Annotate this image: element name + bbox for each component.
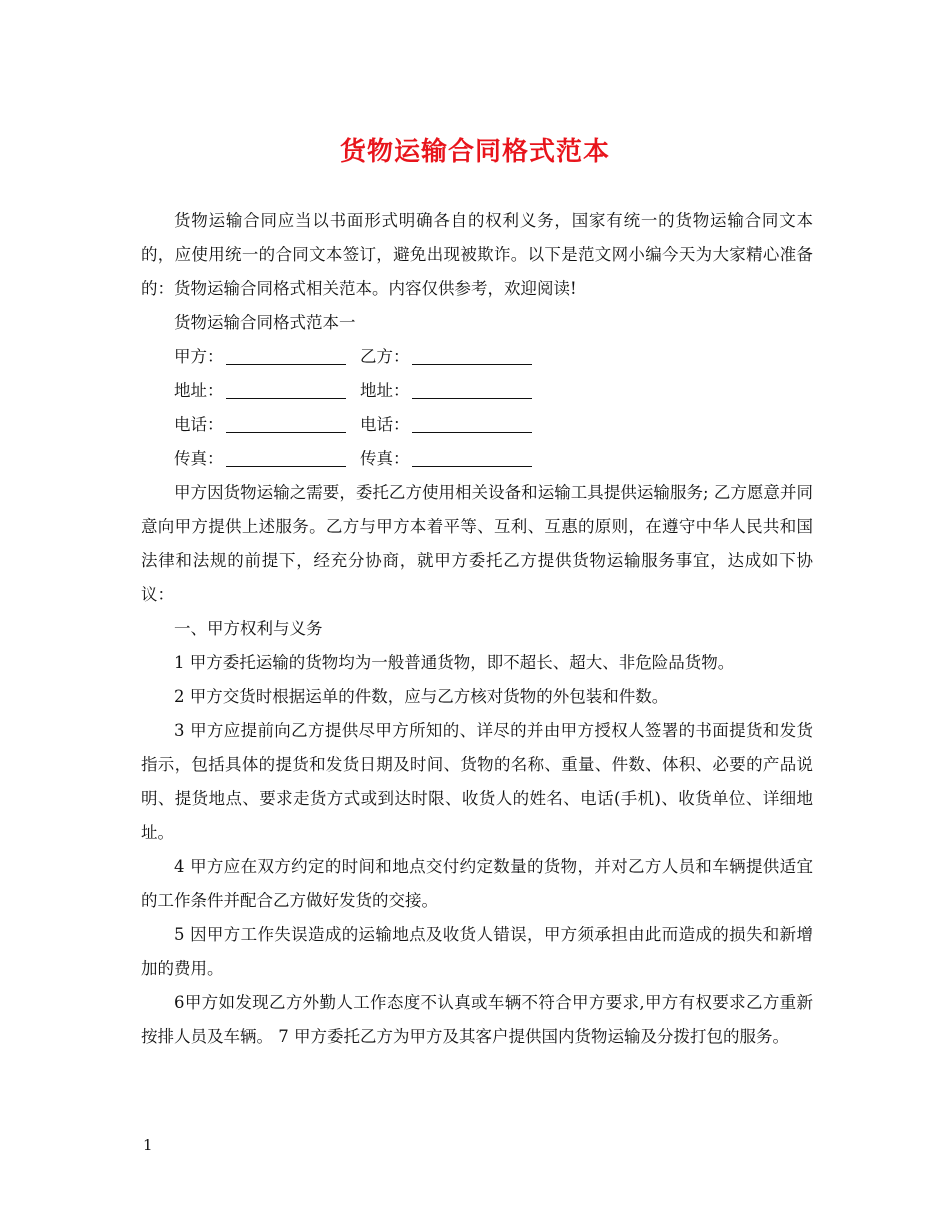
clause-1: 1 甲方委托运输的货物均为一般普通货物，即不超长、超大、非危险品货物。 xyxy=(174,653,735,672)
form-label-fax-a: 传真： xyxy=(174,449,224,468)
form-row-fax xyxy=(141,442,813,476)
clause-3: 3 甲方应提前向乙方提供尽甲方所知的、详尽的并由甲方授权人签署的书面提货和发货指示，包括具体的提货和发货日期及时间、货物的名称、重量、件数、体积、必要的产品说明、提货地点、要求走货方式或到达时限、收货人的姓名、电话(手机)、收货单位、详细地址。 xyxy=(141,721,813,842)
clause-4: 4 甲方应在双方约定的时间和地点交付约定数量的货物，并对乙方人员和车辆提供适宜的工作条件并配合乙方做好发货的交接。 xyxy=(141,857,813,910)
clause-6-7: 6甲方如发现乙方外勤人工作态度不认真或车辆不符合甲方要求,甲方有权要求乙方重新按排人员及车辆。 7 甲方委托乙方为甲方及其客户提供国内货物运输及分拨打包的服务。 xyxy=(141,993,813,1046)
form-label-address-b: 地址： xyxy=(360,381,410,400)
document-body xyxy=(141,204,813,1054)
form-blank xyxy=(412,374,532,399)
clause-5: 5 因甲方工作失误造成的运输地点及收货人错误，甲方须承担由此而造成的损失和新增加的费用。 xyxy=(141,925,813,978)
intro-paragraph: 货物运输合同应当以书面形式明确各自的权利义务，国家有统一的货物运输合同文本的，应使用统一的合同文本签订，避免出现被欺诈。以下是范文网小编今天为大家精心准备的：货物运输合同格式相关范本。内容仅供参考，欢迎阅读! xyxy=(141,211,813,298)
clause-2: 2 甲方交货时根据运单的件数，应与乙方核对货物的外包装和件数。 xyxy=(174,687,669,706)
form-blank xyxy=(226,442,346,467)
form-label-party-b: 乙方： xyxy=(360,347,410,366)
document-title: 货物运输合同格式范本 xyxy=(339,137,610,167)
form-blank xyxy=(226,374,346,399)
sample-heading: 货物运输合同格式范本一 xyxy=(174,313,356,332)
form-label-party-a: 甲方： xyxy=(174,347,224,366)
form-label-fax-b: 传真： xyxy=(360,449,410,468)
page-number: 1 xyxy=(143,1136,153,1154)
form-blank xyxy=(412,340,532,365)
form-row-phone xyxy=(141,408,813,442)
preamble-paragraph: 甲方因货物运输之需要，委托乙方使用相关设备和运输工具提供运输服务; 乙方愿意并同意向甲方提供上述服务。乙方与甲方本着平等、互利、互惠的原则，在遵守中华人民共和国法律和法规的前提下，经充分协商，就甲方委托乙方提供货物运输服务事宜，达成如下协议： xyxy=(141,483,813,604)
form-blank xyxy=(412,442,532,467)
form-blank xyxy=(226,340,346,365)
form-blank xyxy=(412,408,532,433)
form-row-address xyxy=(141,374,813,408)
form-label-phone-a: 电话： xyxy=(174,415,224,434)
form-blank xyxy=(226,408,346,433)
form-row-party xyxy=(141,340,813,374)
section-heading: 一、甲方权利与义务 xyxy=(174,619,323,638)
form-label-phone-b: 电话： xyxy=(360,415,410,434)
form-label-address-a: 地址： xyxy=(174,381,224,400)
